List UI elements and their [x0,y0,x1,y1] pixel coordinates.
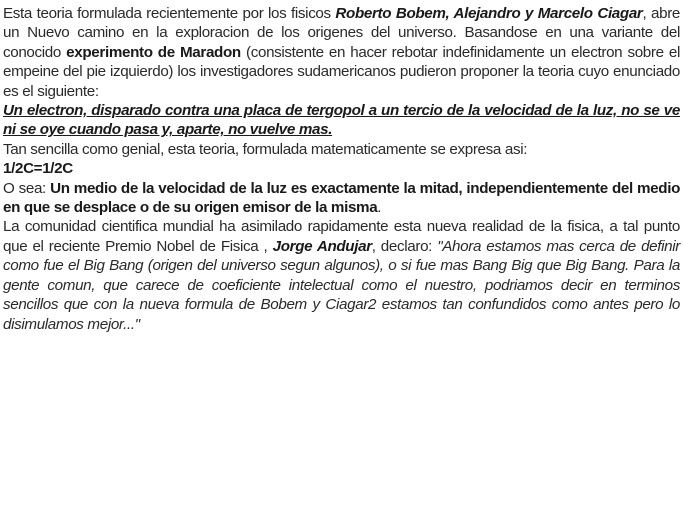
community-paragraph [3,217,680,333]
laureate-name: Jorge Andujar [272,237,372,255]
explanation-paragraph [3,179,680,218]
experiment-name: experimento de Maradon [66,43,241,61]
explanation-end: . [377,199,382,217]
community-text-2: , declaro: [371,237,438,255]
authors-names: Roberto Bobem, Alejandro y Marcelo Ciagar [335,5,643,22]
explanation-bold: Un medio de la velocidad de la luz es exactamente la mitad, independientemente del medio en que se desplace o de su origen emisor de la misma [3,179,680,217]
intro-text-3: (consistente en hacer rebotar indefinidamente un electron sobre el empeine del pie izquierdo) los investigadores sudamericanos pudieron proponer la teoria cuyo enunciado es el siguiente: [3,43,680,100]
formula-intro: Tan sencilla como genial, esta teoria, formulada matematicamente se expresa asi: [3,140,528,158]
community-text-1: La comunidad cientifica mundial ha asimilado rapidamente esta nueva realidad de la fisica, a tal punto que el reciente Premio Nobel de Fisica , [3,218,680,255]
laureate-quote: "Ahora estamos mas cerca de definir como fue el Big Bang (origen del universo segun algunos), o si fue mas Bang Big que Big Bang. Para la gente comun, que carece de coeficiente intelectual como el nuestro, podriamos decir en terminos sencillos que con la nueva formula de Bobem y Ciagar2 estamos tan confundidos como antes pero lo disimulamos mejor..." [3,237,680,333]
formula: 1/2C=1/2C [3,160,73,178]
theory-statement: Un electron, disparado contra una placa de tergopol a un tercio de la velocidad de la luz, no se ve ni se oye cuando pasa y, aparte, no vuelve mas. [3,102,680,139]
explanation-prefix: O sea: [3,179,51,197]
intro-text-1: Esta teoria formulada recientemente por los fisicos [3,5,336,22]
intro-paragraph [3,4,680,101]
intro-text-2: , abre un Nuevo camino en la exploracion de los origenes del universo. Basandose en una variante del conocido [3,5,681,61]
